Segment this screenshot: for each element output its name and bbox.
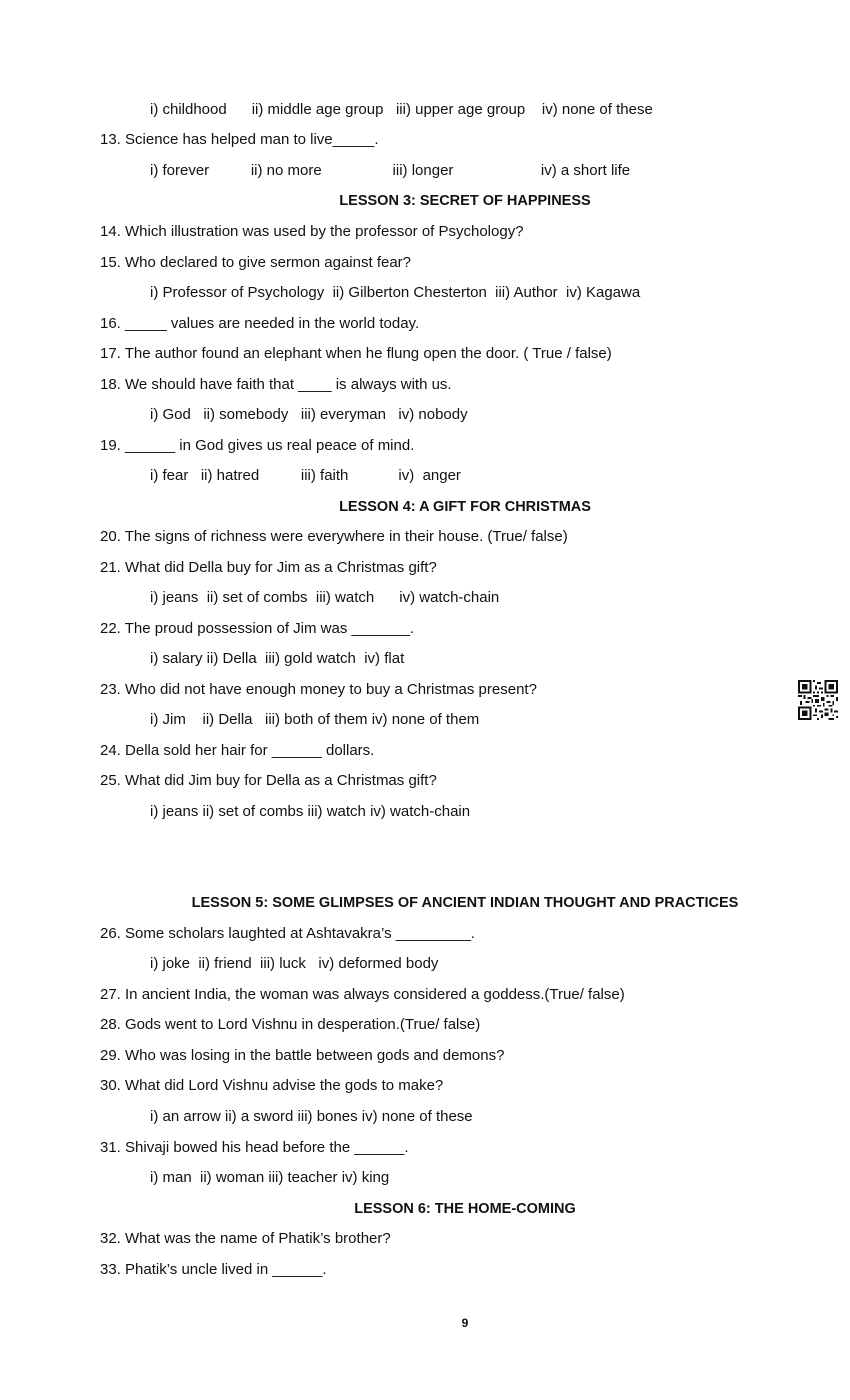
- question-27: 27. In ancient India, the woman was always considered a goddess.(True/ false): [100, 986, 625, 1003]
- question-31: 31. Shivaji bowed his head before the ______.: [100, 1139, 409, 1156]
- question-33: 33. Phatik’s uncle lived in ______.: [100, 1261, 327, 1278]
- question-22-options: i) salary ii) Della iii) gold watch iv) flat: [150, 650, 405, 667]
- question-23-options: i) Jim ii) Della iii) both of them iv) none of them: [150, 711, 480, 728]
- question-22: 22. The proud possession of Jim was _______.: [100, 620, 415, 637]
- question-15: 15. Who declared to give sermon against fear?: [100, 254, 412, 271]
- question-32: 32. What was the name of Phatik’s brother?: [100, 1230, 391, 1247]
- question-13: 13. Science has helped man to live_____.: [100, 131, 379, 148]
- question-30-options: i) an arrow ii) a sword iii) bones iv) none of these: [150, 1108, 473, 1125]
- question-12-options: i) childhood ii) middle age group iii) upper age group iv) none of these: [150, 101, 653, 118]
- question-21-options: i) jeans ii) set of combs iii) watch iv) watch-chain: [150, 589, 500, 606]
- question-13-options: i) forever ii) no more iii) longer iv) a short life: [150, 162, 631, 179]
- qr-code-icon: [798, 680, 838, 720]
- question-28: 28. Gods went to Lord Vishnu in desperation.(True/ false): [100, 1016, 481, 1033]
- question-30: 30. What did Lord Vishnu advise the gods to make?: [100, 1077, 444, 1094]
- question-19: 19. ______ in God gives us real peace of mind.: [100, 437, 415, 454]
- question-16: 16. _____ values are needed in the world today.: [100, 315, 420, 332]
- question-18-options: i) God ii) somebody iii) everyman iv) nobody: [150, 406, 468, 423]
- lesson-3-heading: LESSON 3: SECRET OF HAPPINESS: [339, 193, 591, 209]
- question-19-options: i) fear ii) hatred iii) faith iv) anger: [150, 467, 461, 484]
- question-18: 18. We should have faith that ____ is always with us.: [100, 376, 452, 393]
- question-14: 14. Which illustration was used by the professor of Psychology?: [100, 223, 524, 240]
- question-24: 24. Della sold her hair for ______ dollars.: [100, 742, 375, 759]
- lesson-5-heading: LESSON 5: SOME GLIMPSES OF ANCIENT INDIAN THOUGHT AND PRACTICES: [191, 895, 739, 911]
- question-17: 17. The author found an elephant when he flung open the door. ( True / false): [100, 345, 612, 362]
- question-29: 29. Who was losing in the battle between gods and demons?: [100, 1047, 505, 1064]
- question-31-options: i) man ii) woman iii) teacher iv) king: [150, 1169, 390, 1186]
- question-20: 20. The signs of richness were everywhere in their house. (True/ false): [100, 528, 568, 545]
- question-26-options: i) joke ii) friend iii) luck iv) deformed body: [150, 955, 439, 972]
- lesson-6-heading: LESSON 6: THE HOME-COMING: [354, 1201, 576, 1217]
- question-15-options: i) Professor of Psychology ii) Gilberton Chesterton iii) Author iv) Kagawa: [150, 284, 641, 301]
- question-25-options: i) jeans ii) set of combs iii) watch iv) watch-chain: [150, 803, 471, 820]
- lesson-4-heading: LESSON 4: A GIFT FOR CHRISTMAS: [339, 499, 591, 515]
- question-25: 25. What did Jim buy for Della as a Christmas gift?: [100, 772, 437, 789]
- question-21: 21. What did Della buy for Jim as a Christmas gift?: [100, 559, 437, 576]
- question-26: 26. Some scholars laughted at Ashtavakra’s _________.: [100, 925, 475, 942]
- question-23: 23. Who did not have enough money to buy a Christmas present?: [100, 681, 537, 698]
- page-number: 9: [461, 1316, 469, 1330]
